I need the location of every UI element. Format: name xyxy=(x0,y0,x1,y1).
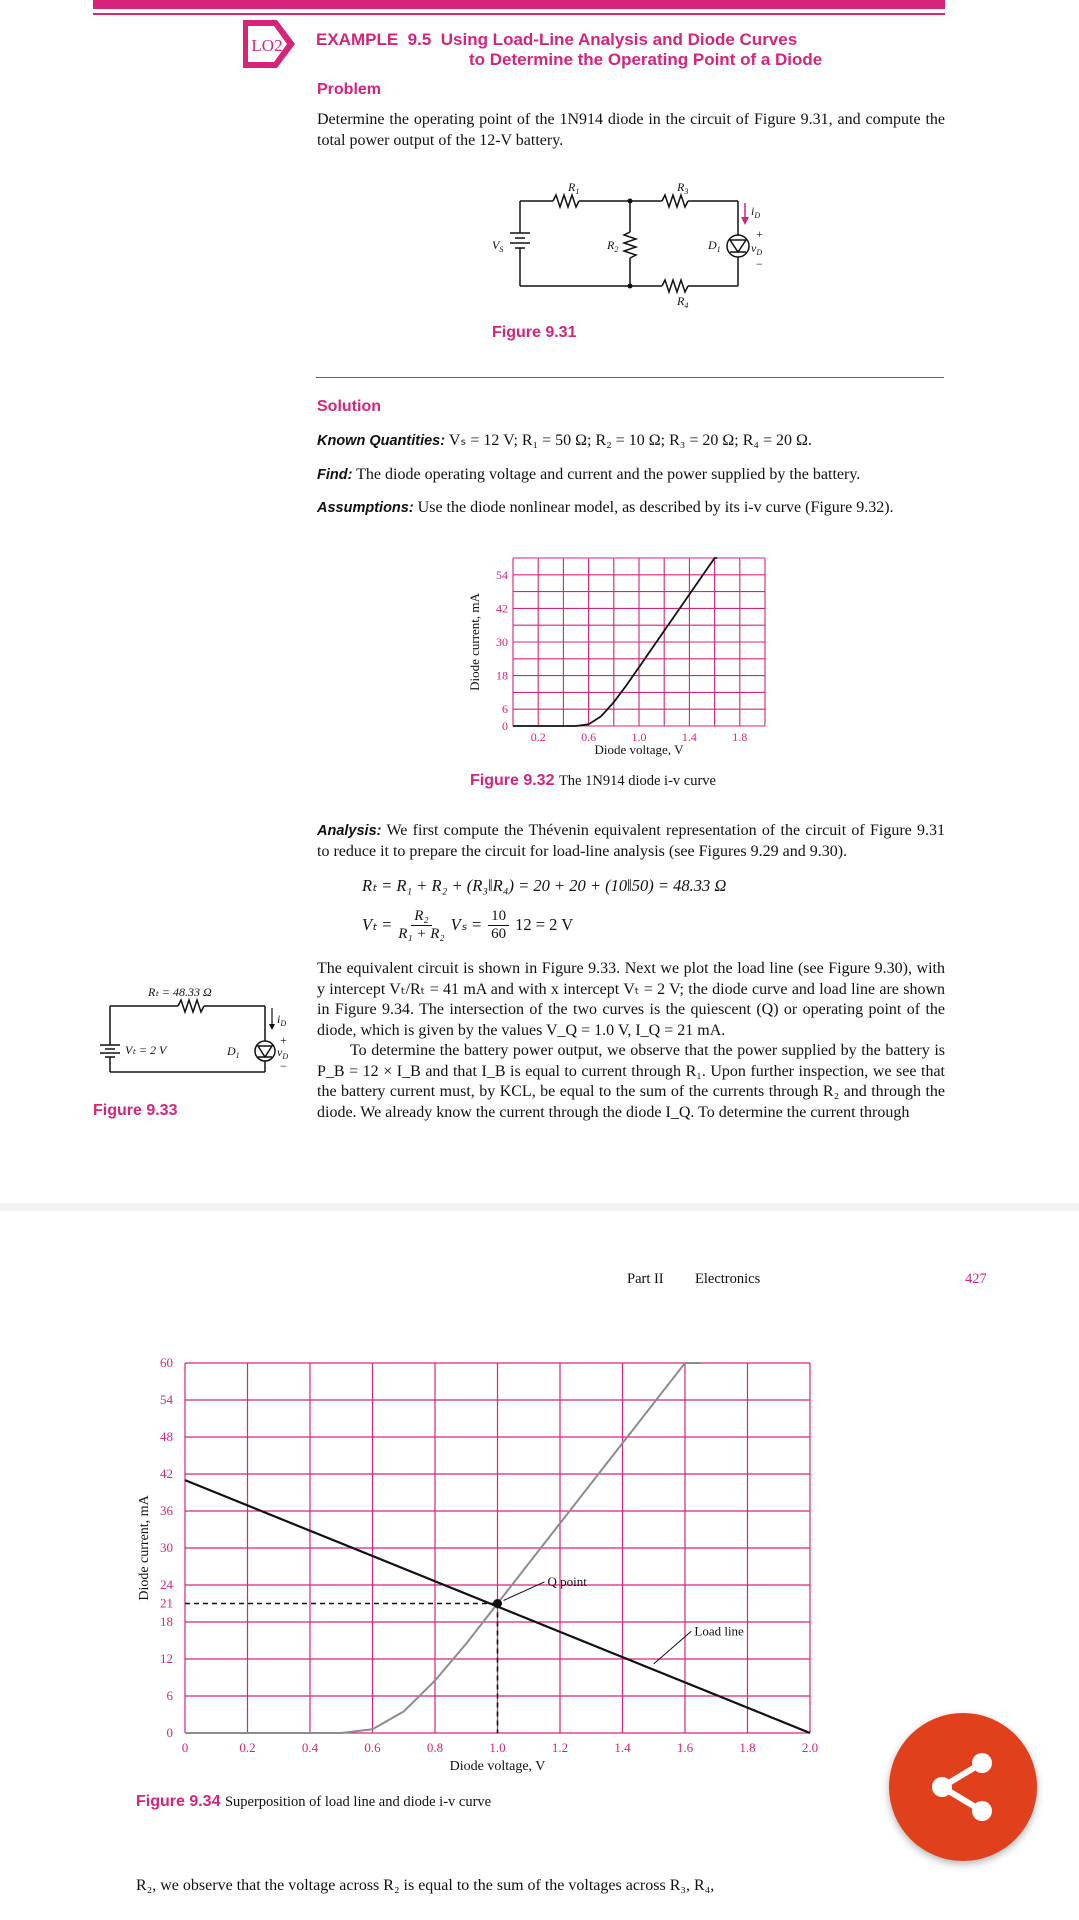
eq2-den: R₁ + R₂ xyxy=(398,925,445,942)
assumptions-line xyxy=(317,498,957,519)
svg-text:+: + xyxy=(280,1033,287,1047)
svg-text:−: − xyxy=(756,257,763,271)
figure-9-31-caption: Figure 9.31 xyxy=(492,324,577,341)
x-tick-label: 1.2 xyxy=(551,1740,569,1755)
figure-9-33-circuit xyxy=(85,978,305,1078)
eq2-num: R₂ xyxy=(411,908,431,926)
analysis-para1: The equivalent circuit is shown in Figure 9.33. Next we plot the load line (see Figure 9.30), with y intercept Vₜ/Rₜ = 41 mA and with x intercept Vₜ = 2 V; the diode curve and load line are shown in Figure 9.34. The intersection of the two curves is the quiescent (Q) or operating point of the diode, which is given by the values V_Q = 1.0 V, I_Q = 21 mA. xyxy=(317,960,945,1039)
y-axis-label: Diode current, mA xyxy=(137,1495,152,1601)
solution-heading: Solution xyxy=(317,398,381,415)
top-rule-thin xyxy=(93,13,945,15)
y-tick-label: 21 xyxy=(160,1595,173,1611)
svg-text:−: − xyxy=(280,1059,287,1073)
figure-9-32-chart xyxy=(455,550,815,765)
svg-text:+: + xyxy=(756,227,763,241)
known-label: Known Quantities: xyxy=(317,433,446,449)
example-title-line2: to Determine the Operating Point of a Diode xyxy=(469,50,823,69)
svg-text:iD: $i_D$ xyxy=(277,1012,287,1028)
footer-part: Part II xyxy=(627,1271,664,1287)
eq2-right: 12 = 2 V xyxy=(515,915,574,934)
page-number: 427 xyxy=(965,1271,987,1287)
page-separator xyxy=(0,1203,1079,1211)
y-tick-label: 0 xyxy=(502,719,508,733)
figure-9-34-caption xyxy=(136,1793,491,1811)
svg-text:VS: $V_S$ xyxy=(492,238,504,254)
y-tick-label: 24 xyxy=(160,1577,173,1592)
figure-9-32-text: The 1N914 diode i-v curve xyxy=(558,773,716,789)
find-line xyxy=(317,465,957,486)
y-tick-label: 6 xyxy=(502,702,508,717)
figure-9-34-chart xyxy=(130,1355,830,1780)
q-point-label: Q point xyxy=(547,1573,587,1589)
y-tick-label: 36 xyxy=(160,1503,173,1518)
svg-text:vD: $v_D$ xyxy=(751,241,763,257)
vt-label: Vₜ = 2 V xyxy=(125,1043,167,1057)
known-text: Vₛ = 12 V; R₁ = 50 Ω; R₂ = 10 Ω; R₃ = 20 Ω; R₄ = 20 Ω. xyxy=(448,432,812,449)
known-quantities xyxy=(317,431,957,452)
y-tick-label: 0 xyxy=(166,1725,173,1740)
x-tick-label: 1.4 xyxy=(614,1740,631,1755)
top-rule xyxy=(93,0,945,9)
x-tick-label: 0 xyxy=(181,1740,189,1755)
y-tick-label: 18 xyxy=(160,1614,173,1629)
y-tick-label: 18 xyxy=(496,668,508,683)
x-tick-label: 0.2 xyxy=(530,730,546,744)
example-title xyxy=(316,30,822,70)
x-tick-label: 1.8 xyxy=(732,730,748,744)
y-tick-label: 12 xyxy=(160,1651,173,1666)
svg-text:R2: $R_2$ xyxy=(607,238,619,254)
assumptions-text: Use the diode nonlinear model, as described by its i-v curve (Figure 9.32). xyxy=(417,499,894,516)
footer-section: Electronics xyxy=(695,1271,761,1287)
rt-label: Rₜ = 48.33 Ω xyxy=(148,985,212,999)
x-tick-label: 1.6 xyxy=(676,1740,694,1755)
equation-vt xyxy=(362,903,573,947)
svg-text:R1: $R_1$ xyxy=(568,180,580,196)
eq2-fraction xyxy=(398,908,444,943)
figure-9-31-circuit xyxy=(480,175,780,315)
y-tick-label: 42 xyxy=(160,1466,173,1481)
find-label: Find: xyxy=(317,467,353,483)
x-tick-label: 1.0 xyxy=(631,730,647,744)
lo2-badge-text: LO2 xyxy=(251,36,283,55)
example-title-line1: Using Load-Line Analysis and Diode Curves xyxy=(440,30,798,49)
y-axis-label: Diode current, mA xyxy=(467,593,482,691)
y-tick-label: 42 xyxy=(496,601,508,616)
eq2-left: Vₜ = xyxy=(362,915,393,934)
x-tick-label: 0.6 xyxy=(581,730,597,744)
figure-9-34-label: Figure 9.34 xyxy=(136,1793,221,1810)
x-tick-label: 0.8 xyxy=(426,1740,444,1755)
x-tick-label: 1.8 xyxy=(739,1740,756,1755)
find-text: The diode operating voltage and current and the power supplied by the battery. xyxy=(356,466,861,483)
y-tick-label: 30 xyxy=(496,635,508,649)
figure-9-32-label: Figure 9.32 xyxy=(470,772,555,789)
lo2-badge xyxy=(241,18,297,70)
x-tick-label: 0.6 xyxy=(364,1740,381,1755)
x-axis-label: Diode voltage, V xyxy=(594,742,684,757)
q-point-marker xyxy=(493,1599,502,1608)
x-tick-label: 0.4 xyxy=(301,1740,319,1755)
bottom-text: R₂, we observe that the voltage across R₂ is equal to the sum of the voltages across R₃, R₄, xyxy=(136,1877,715,1894)
x-tick-label: 2.0 xyxy=(801,1740,819,1755)
y-tick-label: 60 xyxy=(160,1355,173,1370)
svg-text:D1: $D_1$ xyxy=(227,1044,240,1060)
x-tick-label: 0.2 xyxy=(239,1740,256,1755)
analysis-label: Analysis: xyxy=(317,823,382,839)
x-tick-label: 1.4 xyxy=(681,730,697,744)
eq2-num2: 10 xyxy=(488,908,509,926)
load-line-label: Load line xyxy=(694,1623,744,1639)
y-tick-label: 6 xyxy=(166,1688,173,1703)
svg-text:iD: $i_D$ xyxy=(751,204,761,220)
svg-text:D1: $D_1$ xyxy=(708,238,721,254)
share-icon xyxy=(889,1713,1037,1861)
y-tick-label: 54 xyxy=(496,567,508,582)
example-number: 9.5 xyxy=(407,30,432,49)
eq2-den2: 60 xyxy=(491,925,507,942)
problem-heading: Problem xyxy=(317,81,382,98)
x-axis-label: Diode voltage, V xyxy=(449,1759,546,1774)
equation-rt: Rₜ = R₁ + R₂ + (R₃‖R₄) = 20 + 20 + (10‖50) = 48.33 Ω xyxy=(362,876,727,895)
analysis-text: We first compute the Thévenin equivalent representation of the circuit of Figure 9.31 to reduce it to prepare the circuit for load-line analysis (see Figures 9.29 and 9.30). xyxy=(317,822,946,860)
svg-text:R4: $R_4$ xyxy=(677,294,689,310)
x-tick-label: 1.0 xyxy=(489,1740,506,1755)
share-button[interactable] xyxy=(889,1713,1037,1861)
assumptions-label: Assumptions: xyxy=(317,500,414,516)
section-divider xyxy=(316,377,944,378)
eq2-fraction2 xyxy=(488,908,509,943)
figure-9-33-caption: Figure 9.33 xyxy=(93,1102,178,1119)
analysis-paragraph xyxy=(317,821,945,862)
problem-text: Determine the operating point of the 1N914 diode in the circuit of Figure 9.31, and compute the total power output of the 12-V battery. xyxy=(317,111,945,149)
y-tick-label: 48 xyxy=(160,1429,173,1444)
example-label: EXAMPLE xyxy=(316,30,399,49)
analysis-para2: To determine the battery power output, we observe that the power supplied by the battery is P_B = 12 × I_B and that I_B is equal to current through R₁. Upon further inspection, we see that the battery current must, by KCL, be equal to the sum of the currents through R₂ and through the diode. We already know the current through the diode I_Q. To determine the current through xyxy=(317,1042,945,1121)
svg-text:R3: $R_3$ xyxy=(677,180,689,196)
svg-text:vD: $v_D$ xyxy=(277,1045,289,1061)
y-tick-label: 30 xyxy=(160,1540,173,1555)
y-tick-label: 54 xyxy=(160,1392,173,1407)
figure-9-32-caption xyxy=(470,772,716,790)
figure-9-34-text: Superposition of load line and diode i-v curve xyxy=(224,1794,492,1810)
eq2-mid: Vₛ = xyxy=(450,915,483,934)
